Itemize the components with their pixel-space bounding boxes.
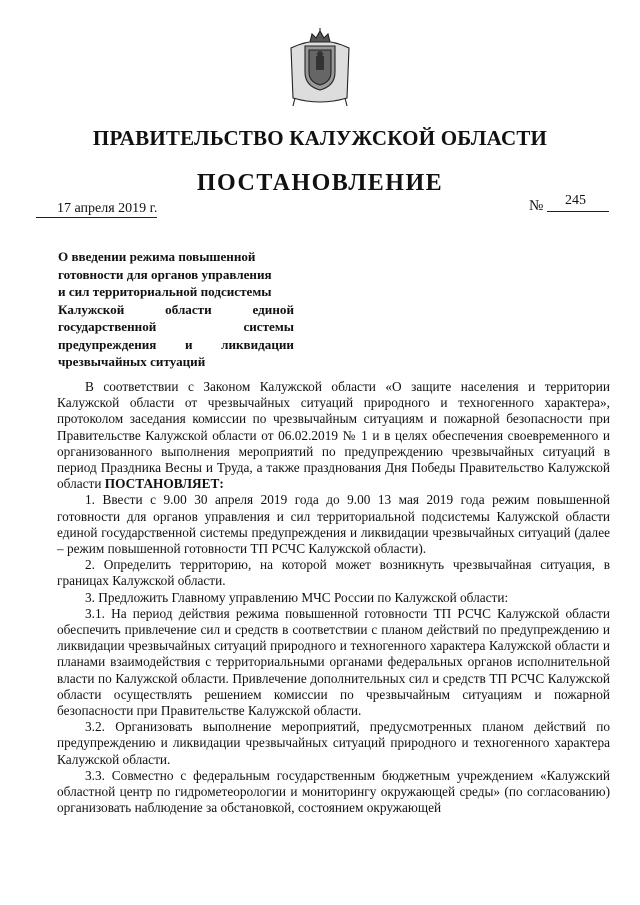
subject-word: предупреждения — [58, 336, 157, 352]
clause-paragraph: 1. Ввести с 9.00 30 апреля 2019 года до 9.00 13 мая 2019 года режим повышенной готовности для органов управления и сил территориальной подсистемы Калужской области единой государственной системы предупреждения и ликвидации чрезвычайных ситуаций (далее – режим повышенной готовности ТП РСЧС Калужской области). — [57, 492, 610, 557]
subject-line: и сил территориальной подсистемы — [58, 284, 272, 299]
number-underline — [547, 211, 609, 212]
subject-line — [58, 336, 294, 354]
government-title: ПРАВИТЕЛЬСТВО КАЛУЖСКОЙ ОБЛАСТИ — [92, 126, 548, 150]
document-body — [57, 379, 610, 816]
number-label: № — [529, 198, 544, 214]
document-number: 245 — [565, 193, 586, 208]
clause-paragraph: 3.1. На период действия режима повышенной готовности ТП РСЧС Калужской области обеспечить привлечение сил и средств в соответствии с планом действий по предупреждению и ликвидации чрезвычайных ситуаций природного и техногенного характера Калужской области и планами взаимодействия с территориальными органами федеральных органов исполнительной власти по Калужской области. Привлечение дополнительных сил и средств ТП РСЧС Калужской области осуществлять решением комиссии по чрезвычайным ситуациям и пожарной безопасности при Правительстве Калужской области. — [57, 605, 610, 719]
clause-paragraph: 3.2. Организовать выполнение мероприятий, предусмотренных планом действий по предупреждению и ликвидации чрезвычайных ситуаций природного и техногенного характера Калужской области. — [57, 719, 610, 767]
preamble-paragraph — [57, 379, 610, 492]
date-underline — [36, 217, 157, 218]
clause-paragraph: 2. Определить территорию, на которой может возникнуть чрезвычайная ситуация, в границах Калужской области. — [57, 557, 610, 589]
subject-word: государственной — [58, 319, 157, 334]
subject-word: системы — [243, 319, 294, 334]
document-type-title: ПОСТАНОВЛЕНИЕ — [196, 170, 444, 196]
subject-word: и — [184, 336, 193, 352]
subject-line: готовности для органов управления — [58, 266, 272, 282]
subject-line: О введении режима повышенной — [58, 249, 256, 264]
clause-paragraph: 3.3. Совместно с федеральным государственным бюджетным учреждением «Калужский областной центр по гидрометеорологии и мониторингу окружающей среды» (по согласованию) организовать наблюдение за обстановкой, состоянием окружающей — [57, 767, 610, 816]
coat-of-arms-icon — [285, 28, 355, 108]
preamble-text: В соответствии с Законом Калужской области «О защите населения и территории Калужской области от чрезвычайных ситуаций природного и техногенного характера», протоколом заседания комиссии по чрезвычайным ситуациям и пожарной безопасности при Правительстве Калужской области от 06.02.2019 № 1 и в целях обеспечения своевременного и организованного выполнения мероприятий по предупреждению чрезвычайных ситуаций в период Праздника Весны и Труда, а также празднования Дня Победы Правительство Калужской области — [57, 379, 610, 492]
subject-word: области — [165, 301, 212, 317]
clause-paragraph: 3. Предложить Главному управлению МЧС России по Калужской области: — [85, 589, 509, 605]
subject-word: ликвидации — [221, 336, 294, 352]
resolves-keyword: ПОСТАНОВЛЯЕТ: — [104, 476, 224, 492]
subject-line — [58, 318, 294, 336]
document-date: 17 апреля 2019 г. — [57, 201, 158, 216]
subject-word: Калужской — [58, 301, 125, 317]
subject-block — [58, 248, 294, 371]
subject-line — [58, 301, 294, 319]
subject-word: единой — [252, 301, 294, 317]
subject-line: чрезвычайных ситуаций — [58, 354, 206, 369]
